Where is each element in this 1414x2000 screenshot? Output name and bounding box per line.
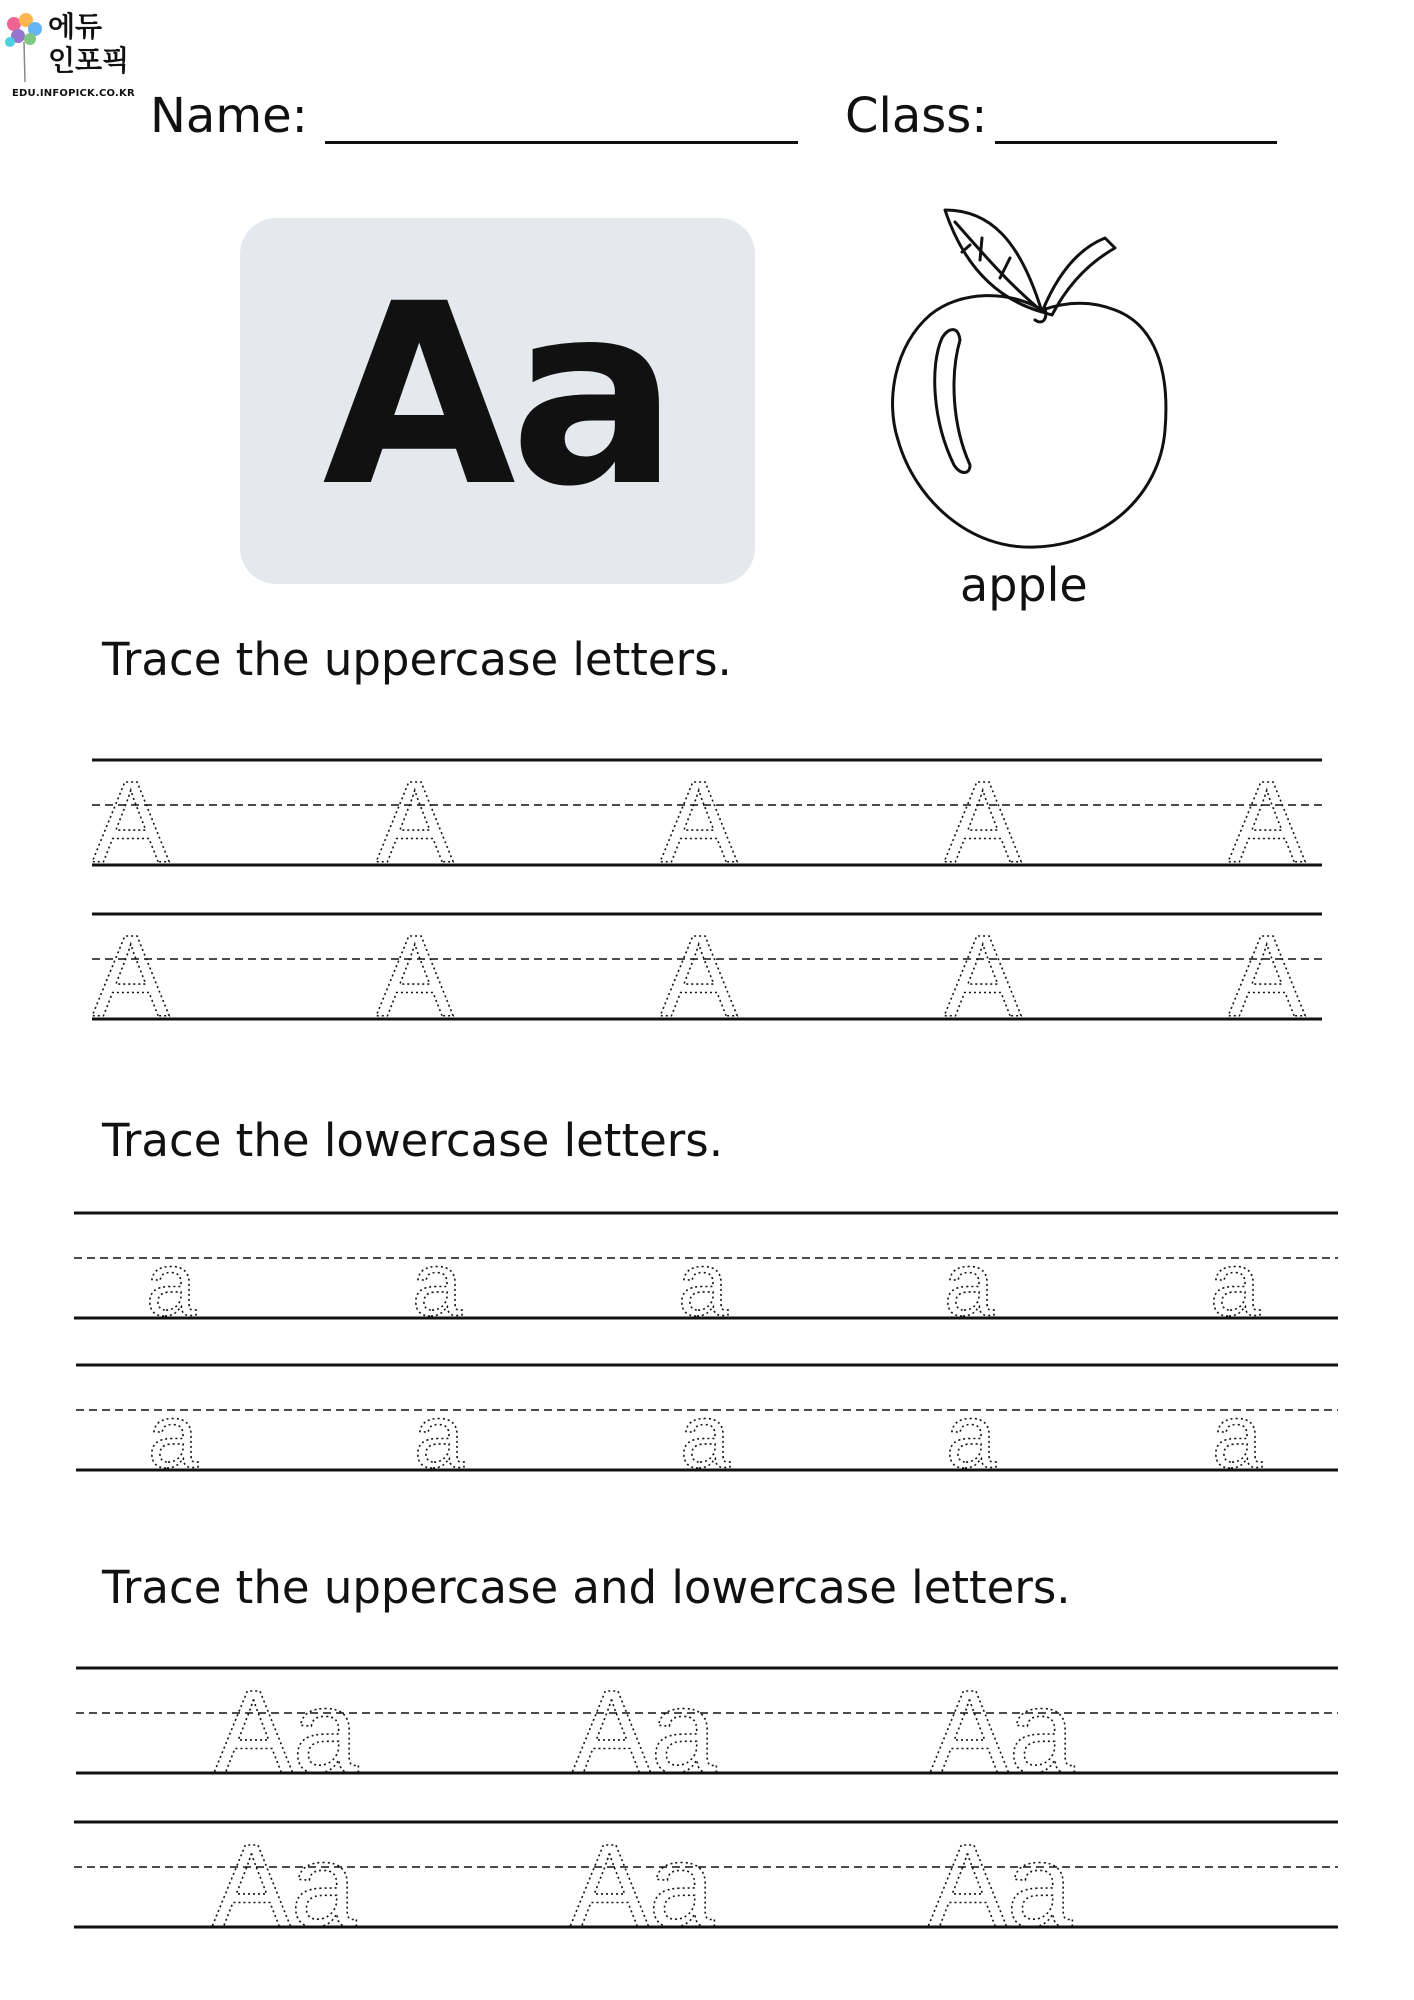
uppercase-trace-glyph: A <box>1228 911 1306 1022</box>
lowercase-trace-glyph: a <box>944 1235 995 1321</box>
lowercase-trace-row[interactable] <box>74 1203 1338 1321</box>
trace-guides <box>92 750 1322 868</box>
mixed-trace-row[interactable] <box>76 1658 1338 1776</box>
uppercase-instruction: Trace the uppercase letters. <box>102 633 732 686</box>
class-line[interactable] <box>995 141 1277 144</box>
logo-line-2: 인포픽 <box>48 44 130 77</box>
logo <box>4 10 154 105</box>
lowercase-trace-glyph: a <box>414 1387 465 1473</box>
mixed-trace-row[interactable] <box>74 1812 1338 1930</box>
mixed-trace-glyph: Aa <box>214 1666 359 1776</box>
name-label: Name: <box>150 88 308 144</box>
lowercase-trace-glyph: a <box>678 1235 729 1321</box>
lowercase-trace-glyph: a <box>412 1235 463 1321</box>
trace-guides <box>74 1812 1338 1930</box>
lowercase-trace-glyph: a <box>146 1235 197 1321</box>
mixed-trace-glyph: Aa <box>572 1666 717 1776</box>
trace-guides <box>76 1658 1338 1776</box>
uppercase-trace-glyph: A <box>376 757 454 868</box>
uppercase-trace-glyph: A <box>944 757 1022 868</box>
lowercase-trace-row[interactable] <box>76 1355 1338 1473</box>
mixed-trace-glyph: Aa <box>570 1820 715 1930</box>
uppercase-trace-glyph: A <box>1228 757 1306 868</box>
lowercase-trace-glyph: a <box>1212 1387 1263 1473</box>
uppercase-trace-row[interactable] <box>92 904 1322 1022</box>
letter-card <box>240 218 755 584</box>
uppercase-trace-glyph: A <box>660 911 738 1022</box>
logo-text <box>48 10 129 78</box>
uppercase-trace-glyph: A <box>944 911 1022 1022</box>
logo-url: EDU.INFOPICK.CO.KR <box>12 88 135 99</box>
logo-line-1: 에듀 <box>48 10 103 43</box>
lowercase-trace-glyph: a <box>1210 1235 1261 1321</box>
mixed-trace-glyph: Aa <box>930 1666 1075 1776</box>
mixed-trace-glyph: Aa <box>928 1820 1073 1930</box>
apple-icon <box>870 200 1180 560</box>
uppercase-trace-glyph: A <box>376 911 454 1022</box>
uppercase-trace-glyph: A <box>92 911 170 1022</box>
trace-guides <box>76 1355 1338 1473</box>
uppercase-trace-glyph: A <box>92 757 170 868</box>
balloons-icon <box>4 12 46 84</box>
uppercase-trace-glyph: A <box>660 757 738 868</box>
lowercase-instruction: Trace the lowercase letters. <box>102 1114 724 1167</box>
name-line[interactable] <box>325 141 798 144</box>
trace-guides <box>92 904 1322 1022</box>
letter-card-text: Aa <box>322 250 673 541</box>
mixed-instruction: Trace the uppercase and lowercase letters. <box>102 1561 1071 1614</box>
lowercase-trace-glyph: a <box>148 1387 199 1473</box>
lowercase-trace-glyph: a <box>680 1387 731 1473</box>
lowercase-trace-glyph: a <box>946 1387 997 1473</box>
mixed-trace-glyph: Aa <box>212 1820 357 1930</box>
trace-guides <box>74 1203 1338 1321</box>
uppercase-trace-row[interactable] <box>92 750 1322 868</box>
picture-label: apple <box>960 558 1088 612</box>
class-label: Class: <box>845 88 988 144</box>
